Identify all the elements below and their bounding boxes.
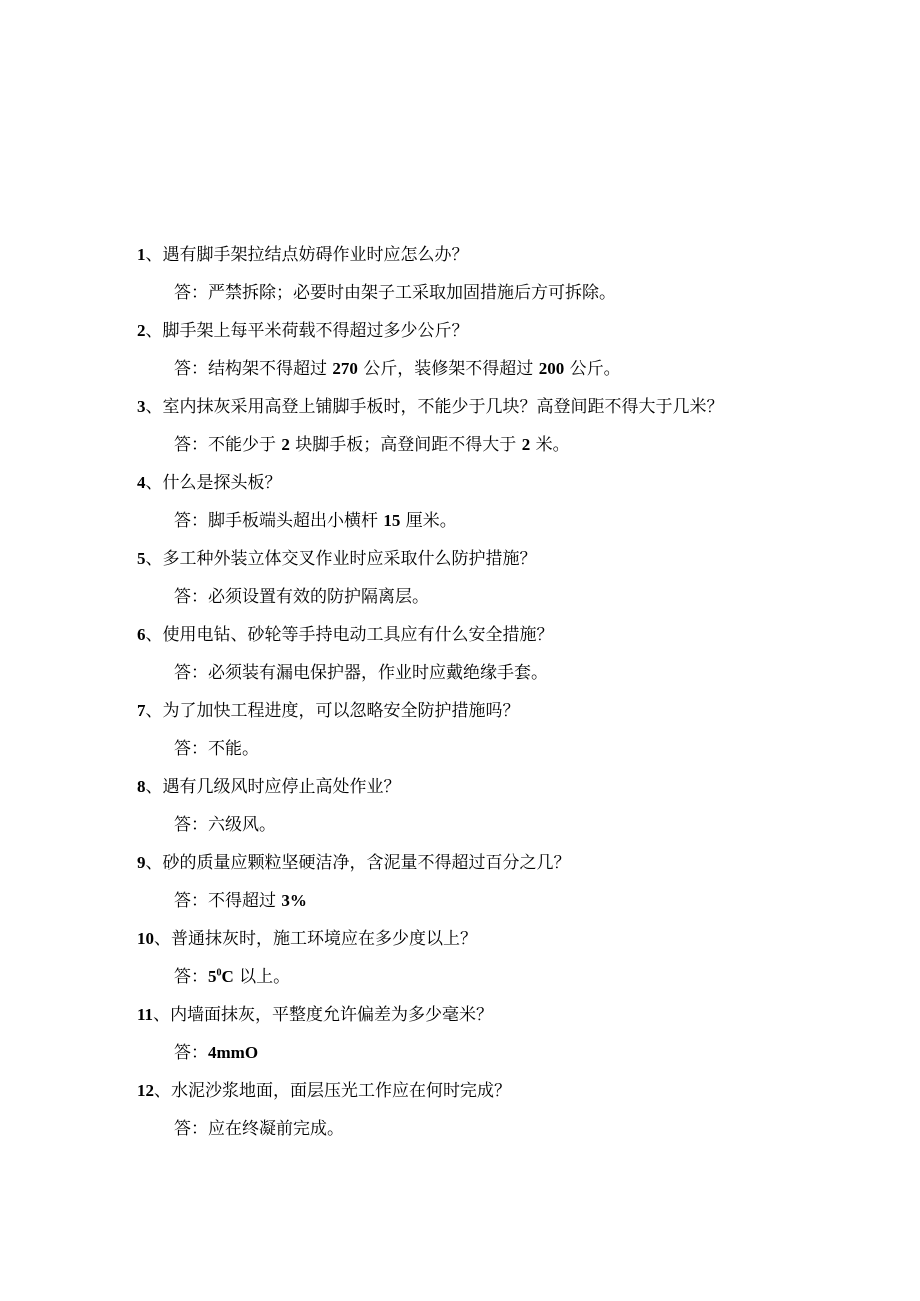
question: 1、遇有脚手架拉结点妨碍作业时应怎么办？ [137, 245, 469, 265]
question-text: 水泥沙浆地面，面层压光工作应在何时完成？ [171, 1081, 511, 1101]
question-number: 3 [137, 397, 146, 416]
question: 3、室内抹灰采用高登上铺脚手板时，不能少于几块？高登间距不得大于几米？ [137, 397, 724, 417]
question: 11、内墙面抹灰，平整度允许偏差为多少毫米？ [137, 1005, 494, 1025]
question-number: 4 [137, 473, 146, 492]
answer: 答：不能。 [174, 739, 259, 759]
question-number: 1 [137, 245, 146, 264]
answer-text: 必须装有漏电保护器，作业时应戴绝缘手套。 [208, 663, 548, 683]
question-number: 5 [137, 549, 146, 568]
question-text: 为了加快工程进度，可以忽略安全防护措施吗？ [162, 701, 520, 721]
qa-item-10 [137, 924, 837, 1000]
answer-text: 必须设置有效的防护隔离层。 [208, 587, 429, 607]
question-number: 9 [137, 853, 146, 872]
qa-item-3 [137, 392, 837, 468]
qa-item-1 [137, 240, 837, 316]
question-text: 内墙面抹灰，平整度允许偏差为多少毫米？ [170, 1005, 494, 1025]
question-text: 多工种外装立体交叉作业时应采取什么防护措施？ [162, 549, 537, 569]
question: 12、水泥沙浆地面，面层压光工作应在何时完成？ [137, 1081, 511, 1101]
question-number: 2 [137, 321, 146, 340]
qa-item-8 [137, 772, 837, 848]
qa-item-9 [137, 848, 837, 924]
question-number: 11 [137, 1005, 154, 1024]
question: 6、使用电钻、砂轮等手持电动工具应有什么安全措施？ [137, 625, 554, 645]
question: 2、脚手架上每平米荷载不得超过多少公斤？ [137, 321, 469, 341]
answer: 答：脚手板端头超出小横杆 15 厘米。 [174, 511, 457, 531]
question: 10、普通抹灰时，施工环境应在多少度以上？ [137, 929, 477, 949]
question-number: 6 [137, 625, 146, 644]
answer-text: 六级风。 [208, 815, 276, 835]
answer: 答：结构架不得超过 270 公斤，装修架不得超过 200 公斤。 [174, 359, 621, 379]
answer: 答：$5^0C$ 以上。 [174, 967, 291, 987]
answer: 答：六级风。 [174, 815, 276, 835]
question-number: 10 [137, 929, 154, 948]
question-text: 遇有脚手架拉结点妨碍作业时应怎么办？ [162, 245, 469, 265]
question-text: 遇有几级风时应停止高处作业？ [162, 777, 401, 797]
question-number: 12 [137, 1081, 154, 1100]
answer: 答：严禁拆除；必要时由架子工采取加固措施后方可拆除。 [174, 283, 616, 303]
answer-text: 严禁拆除；必要时由架子工采取加固措施后方可拆除。 [208, 283, 616, 303]
question-text: 什么是探头板？ [162, 473, 282, 493]
question-number: 7 [137, 701, 146, 720]
question-text: 使用电钻、砂轮等手持电动工具应有什么安全措施？ [162, 625, 554, 645]
qa-item-7 [137, 696, 837, 772]
answer-text: 应在终凝前完成。 [208, 1119, 344, 1139]
question-text: 室内抹灰采用高登上铺脚手板时，不能少于几块？高登间距不得大于几米？ [162, 397, 724, 417]
qa-item-6 [137, 620, 837, 696]
question-number: 8 [137, 777, 146, 796]
answer: 答：不得超过 3% [174, 891, 307, 911]
question: 8、遇有几级风时应停止高处作业？ [137, 777, 401, 797]
answer: 答：必须设置有效的防护隔离层。 [174, 587, 429, 607]
question: 4、什么是探头板？ [137, 473, 282, 493]
answer: 答：4mmO [174, 1043, 259, 1063]
question-text: 砂的质量应颗粒坚硬洁净，含泥量不得超过百分之几？ [162, 853, 571, 873]
question: 7、为了加快工程进度，可以忽略安全防护措施吗？ [137, 701, 520, 721]
answer: 答：必须装有漏电保护器，作业时应戴绝缘手套。 [174, 663, 548, 683]
question-text: 脚手架上每平米荷载不得超过多少公斤？ [162, 321, 469, 341]
answer-text: 不能。 [208, 739, 259, 759]
question: 5、多工种外装立体交叉作业时应采取什么防护措施？ [137, 549, 537, 569]
qa-list [137, 240, 837, 1152]
qa-item-4 [137, 468, 837, 544]
qa-item-2 [137, 316, 837, 392]
answer: 答：应在终凝前完成。 [174, 1119, 344, 1139]
answer: 答：不能少于 2 块脚手板；高登间距不得大于 2 米。 [174, 435, 570, 455]
qa-item-5 [137, 544, 837, 620]
question: 9、砂的质量应颗粒坚硬洁净，含泥量不得超过百分之几？ [137, 853, 571, 873]
qa-item-12 [137, 1076, 837, 1152]
question-text: 普通抹灰时，施工环境应在多少度以上？ [171, 929, 477, 949]
qa-item-11 [137, 1000, 837, 1076]
